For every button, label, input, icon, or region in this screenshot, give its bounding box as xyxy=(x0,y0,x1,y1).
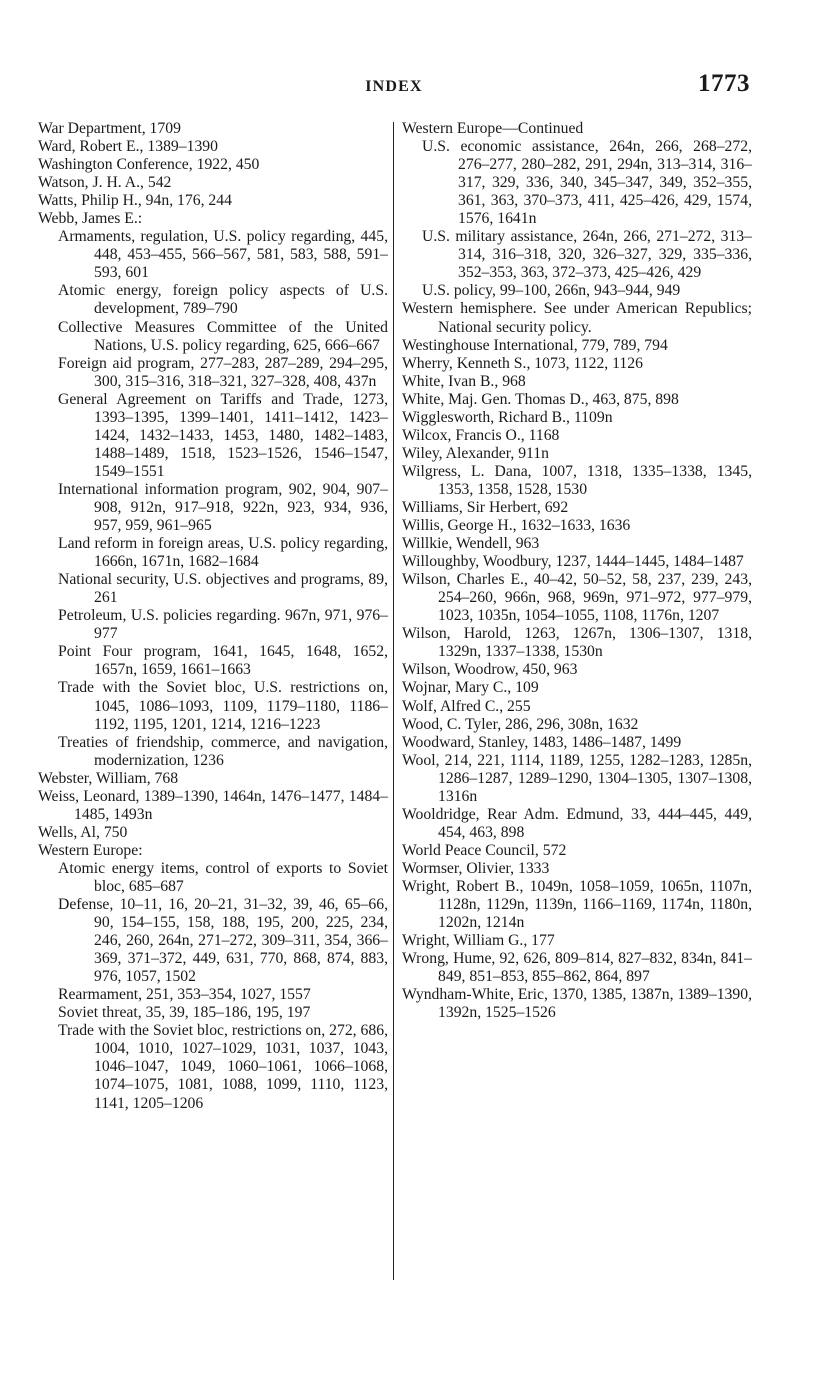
index-subentry: Armaments, regulation, U.S. policy regarding, 445, 448, 453–455, 566–567, 581, 583, 588, 591–593, 601 xyxy=(58,228,388,282)
index-entry: Wrong, Hume, 92, 626, 809–814, 827–832, 834n, 841–849, 851–853, 855–862, 864, 897 xyxy=(402,950,752,986)
index-subentry: Land reform in foreign areas, U.S. policy regarding, 1666n, 1671n, 1682–1684 xyxy=(58,535,388,571)
index-entry: Wiley, Alexander, 911n xyxy=(402,444,549,462)
index-subentry: Rearmament, 251, 353–354, 1027, 1557 xyxy=(58,986,311,1004)
index-entry: Wherry, Kenneth S., 1073, 1122, 1126 xyxy=(402,354,643,372)
index-subentry: Defense, 10–11, 16, 20–21, 31–32, 39, 46, 65–66, 90, 154–155, 158, 188, 195, 200, 225, 234, 246, 260, 264n, 271–272, 309–311, 354, 366–369, 371–372, 449, 631, 770, 868, 874, 883, 976, 1057, 1502 xyxy=(58,896,388,986)
index-column-left xyxy=(38,120,388,1113)
index-entry: Webb, James E.: xyxy=(38,210,143,228)
index-subentry: U.S. economic assistance, 264n, 266, 268–272, 276–277, 280–282, 291, 294n, 313–314, 316–317, 329, 336, 340, 345–347, 349, 352–355, 361, 363, 370–373, 411, 425–426, 429, 1574, 1576, 1641n xyxy=(422,138,752,228)
index-entry: Watts, Philip H., 94n, 176, 244 xyxy=(38,192,232,210)
index-subentry: Collective Measures Committee of the United Nations, U.S. policy regarding, 625, 666–667 xyxy=(58,318,388,354)
index-subentry: International information program, 902, 904, 907–908, 912n, 917–918, 922n, 923, 934, 936, 957, 959, 961–965 xyxy=(58,480,388,535)
index-entry: Washington Conference, 1922, 450 xyxy=(38,156,260,174)
index-entry: Wright, Robert B., 1049n, 1058–1059, 1065n, 1107n, 1128n, 1129n, 1139n, 1166–1169, 1174n, 1180n, 1202n, 1214n xyxy=(402,877,752,932)
index-entry: Wright, William G., 177 xyxy=(402,932,555,950)
index-entry: Willoughby, Woodbury, 1237, 1444–1445, 1484–1487 xyxy=(402,553,744,571)
index-entry: Wilson, Charles E., 40–42, 50–52, 58, 237, 239, 243, 254–260, 966n, 968, 969n, 971–972, 977–979, 1023, 1035n, 1054–1055, 1108, 1176n, 1207 xyxy=(402,571,752,625)
index-entry: Westinghouse International, 779, 789, 794 xyxy=(402,336,668,354)
index-entry: Willkie, Wendell, 963 xyxy=(402,535,540,553)
index-entry: Weiss, Leonard, 1389–1390, 1464n, 1476–1477, 1484–1485, 1493n xyxy=(38,787,388,823)
index-subentry: Foreign aid program, 277–283, 287–289, 294–295, 300, 315–316, 318–321, 327–328, 408, 437n xyxy=(58,354,388,390)
index-entry: War Department, 1709 xyxy=(38,120,181,137)
index-entry: Wilson, Woodrow, 450, 963 xyxy=(402,661,578,679)
index-entry: White, Maj. Gen. Thomas D., 463, 875, 898 xyxy=(402,390,679,408)
index-entry: Wood, C. Tyler, 286, 296, 308n, 1632 xyxy=(402,715,639,733)
page-number: 1773 xyxy=(698,70,750,97)
index-entry: Willis, George H., 1632–1633, 1636 xyxy=(402,517,631,535)
index-entry: Ward, Robert E., 1389–1390 xyxy=(38,138,218,156)
index-entry: Wells, Al, 750 xyxy=(38,823,128,841)
index-entry: Western hemisphere. See under American Republics; National security policy. xyxy=(402,300,752,336)
index-subentry: Atomic energy, foreign policy aspects of U.S. development, 789–790 xyxy=(58,282,388,318)
index-entry: Wooldridge, Rear Adm. Edmund, 33, 444–445, 449, 454, 463, 898 xyxy=(402,805,752,841)
column-divider xyxy=(393,122,394,1280)
index-entry: Wool, 214, 221, 1114, 1189, 1255, 1282–1283, 1285n, 1286–1287, 1289–1290, 1304–1305, 1307–1308, 1316n xyxy=(402,751,752,805)
index-entry: Williams, Sir Herbert, 692 xyxy=(402,498,569,516)
index-column-right xyxy=(402,120,752,1022)
index-entry: Wormser, Olivier, 1333 xyxy=(402,859,550,877)
index-subentry: Treaties of friendship, commerce, and navigation, modernization, 1236 xyxy=(58,733,388,769)
index-entry: Wilcox, Francis O., 1168 xyxy=(402,426,560,444)
index-entry: Woodward, Stanley, 1483, 1486–1487, 1499 xyxy=(402,733,682,751)
index-entry: Wojnar, Mary C., 109 xyxy=(402,679,539,697)
index-subentry: Trade with the Soviet bloc, restrictions on, 272, 686, 1004, 1010, 1027–1029, 1031, 1037, 1043, 1046–1047, 1049, 1060–1061, 1066–1068, 1074–1075, 1081, 1088, 1099, 1110, 1123, 1141, 1205–1206 xyxy=(58,1022,388,1112)
index-entry: Wyndham-White, Eric, 1370, 1385, 1387n, 1389–1390, 1392n, 1525–1526 xyxy=(402,986,752,1022)
index-entry: Wolf, Alfred C., 255 xyxy=(402,697,531,715)
index-entry: World Peace Council, 572 xyxy=(402,841,567,859)
index-subentry: Atomic energy items, control of exports to Soviet bloc, 685–687 xyxy=(58,859,388,895)
index-entry: Wilson, Harold, 1263, 1267n, 1306–1307, 1318, 1329n, 1337–1338, 1530n xyxy=(402,625,752,661)
index-subentry: Petroleum, U.S. policies regarding. 967n, 971, 976–977 xyxy=(58,607,388,643)
index-subentry: Trade with the Soviet bloc, U.S. restrictions on, 1045, 1086–1093, 1109, 1179–1180, 1186–1192, 1195, 1201, 1214, 1216–1223 xyxy=(58,679,388,733)
index-subentry: National security, U.S. objectives and programs, 89, 261 xyxy=(58,571,388,607)
index-entry: Wilgress, L. Dana, 1007, 1318, 1335–1338, 1345, 1353, 1358, 1528, 1530 xyxy=(402,462,752,498)
index-subentry: General Agreement on Tariffs and Trade, 1273, 1393–1395, 1399–1401, 1411–1412, 1423–1424, 1432–1433, 1453, 1480, 1482–1483, 1488–1489, 1518, 1523–1526, 1546–1547, 1549–1551 xyxy=(58,390,388,480)
index-entry: Western Europe—Continued xyxy=(402,120,584,137)
index-subentry: U.S. policy, 99–100, 266n, 943–944, 949 xyxy=(422,282,681,300)
index-entry: Watson, J. H. A., 542 xyxy=(38,174,172,192)
index-subentry: Point Four program, 1641, 1645, 1648, 1652, 1657n, 1659, 1661–1663 xyxy=(58,643,388,679)
index-subentry: Soviet threat, 35, 39, 185–186, 195, 197 xyxy=(58,1004,311,1022)
index-entry: Western Europe: xyxy=(38,841,143,859)
index-entry: Wigglesworth, Richard B., 1109n xyxy=(402,408,613,426)
index-entry: Webster, William, 768 xyxy=(38,769,179,787)
page-header xyxy=(38,70,750,114)
index-subentry: U.S. military assistance, 264n, 266, 271–272, 313–314, 316–318, 320, 326–327, 329, 335–336, 352–353, 363, 372–373, 425–426, 429 xyxy=(422,228,752,282)
page-title: INDEX xyxy=(365,78,423,95)
index-entry: White, Ivan B., 968 xyxy=(402,372,526,390)
index-columns xyxy=(38,120,750,1290)
